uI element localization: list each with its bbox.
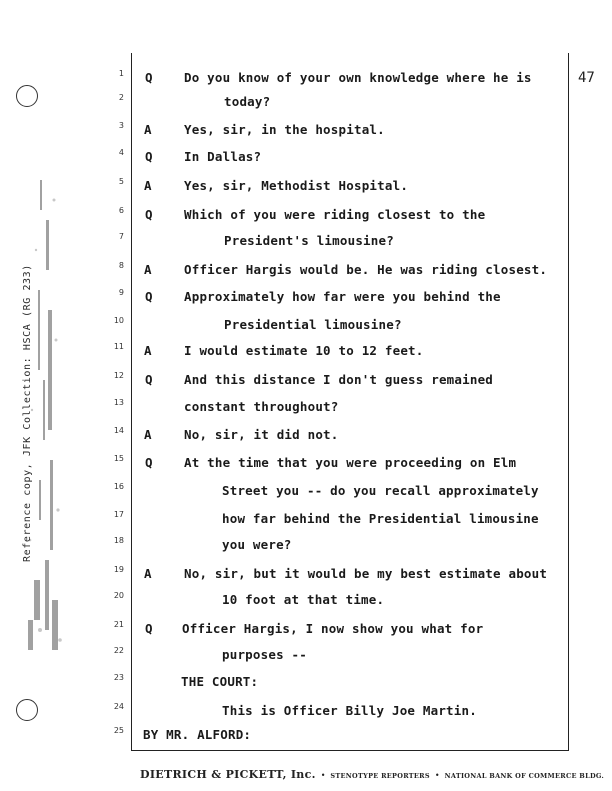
answer-marker: A	[144, 178, 152, 193]
line-number: 16	[113, 482, 124, 491]
binding-edge-smudge	[10, 160, 66, 670]
transcript-line-text: No, sir, but it would be my best estimate about	[184, 566, 548, 581]
answer-marker: A	[144, 566, 152, 581]
transcript-line-text: Officer Hargis, I now show you what for	[182, 621, 484, 636]
question-marker: Q	[145, 289, 153, 304]
page-number: 47	[578, 70, 595, 86]
question-marker: Q	[145, 621, 153, 636]
line-number: 7	[118, 232, 124, 241]
line-number: 2	[118, 93, 124, 102]
transcript-line-text: you were?	[222, 537, 292, 552]
transcript-line-text: BY MR. ALFORD:	[143, 727, 252, 742]
line-number: 9	[118, 288, 124, 297]
transcript-line-text: 10 foot at that time.	[222, 592, 385, 607]
line-number: 3	[118, 121, 124, 130]
reference-copy-stamp: Reference copy, JFK Collection: HSCA (RG 233)	[22, 264, 33, 562]
footer-firm: DIETRICH & PICKETT, Inc.	[140, 768, 316, 781]
line-number: 10	[113, 316, 124, 325]
transcript-line-text: purposes --	[222, 647, 307, 662]
transcript-line-text: In Dallas?	[184, 149, 262, 164]
answer-marker: A	[144, 122, 152, 137]
transcript-line-text: THE COURT:	[181, 674, 259, 689]
line-number: 6	[118, 206, 124, 215]
line-number: 25	[113, 726, 124, 735]
question-marker: Q	[145, 372, 153, 387]
transcript-line-text: Which of you were riding closest to the	[184, 207, 486, 222]
transcript-line-text: And this distance I don't guess remained	[184, 372, 494, 387]
transcript-line-text: President's limousine?	[224, 233, 394, 248]
transcript-line-text: Do you know of your own knowledge where he is	[184, 70, 532, 85]
line-number: 21	[113, 620, 124, 629]
line-number: 8	[118, 261, 124, 270]
transcript-line-text: This is Officer Billy Joe Martin.	[222, 703, 477, 718]
line-number: 20	[113, 591, 124, 600]
transcript-line-text: today?	[224, 94, 271, 109]
transcript-line-text: Yes, sir, Methodist Hospital.	[184, 178, 409, 193]
line-number: 22	[113, 646, 124, 655]
transcript-line-text: Approximately how far were you behind the	[184, 289, 501, 304]
transcript-line-text: Officer Hargis would be. He was riding closest.	[184, 262, 548, 277]
question-marker: Q	[145, 455, 153, 470]
answer-marker: A	[144, 343, 152, 358]
transcript-line-text: At the time that you were proceeding on Elm	[184, 455, 517, 470]
line-number: 14	[113, 426, 124, 435]
line-number: 23	[113, 673, 124, 682]
transcript-line-text: No, sir, it did not.	[184, 427, 339, 442]
footer-service: STENOTYPE REPORTERS	[330, 772, 430, 780]
question-marker: Q	[145, 149, 153, 164]
footer-separator: •	[434, 771, 440, 780]
answer-marker: A	[144, 262, 152, 277]
transcript-line-text: Street you -- do you recall approximately	[222, 483, 539, 498]
punch-hole-top	[16, 85, 38, 107]
line-number: 1	[118, 69, 124, 78]
line-number: 11	[113, 342, 124, 351]
line-number: 19	[113, 565, 124, 574]
line-number: 15	[113, 454, 124, 463]
line-number: 18	[113, 536, 124, 545]
line-number: 17	[113, 510, 124, 519]
line-number: 12	[113, 371, 124, 380]
footer	[140, 763, 605, 782]
punch-hole-bottom	[16, 699, 38, 721]
transcript-line-text: Presidential limousine?	[224, 317, 402, 332]
transcript-line-text: how far behind the Presidential limousine	[222, 511, 539, 526]
line-number: 24	[113, 702, 124, 711]
transcript-line-text: I would estimate 10 to 12 feet.	[184, 343, 424, 358]
answer-marker: A	[144, 427, 152, 442]
transcript-line-text: constant throughout?	[184, 399, 339, 414]
footer-separator: •	[320, 771, 326, 780]
footer-building: NATIONAL BANK OF COMMERCE BLDG.	[444, 772, 605, 780]
line-number: 4	[118, 148, 124, 157]
question-marker: Q	[145, 207, 153, 222]
question-marker: Q	[145, 70, 153, 85]
line-number: 13	[113, 398, 124, 407]
frame-bottom-rule	[131, 750, 569, 751]
transcript-line-text: Yes, sir, in the hospital.	[184, 122, 385, 137]
line-number: 5	[118, 177, 124, 186]
